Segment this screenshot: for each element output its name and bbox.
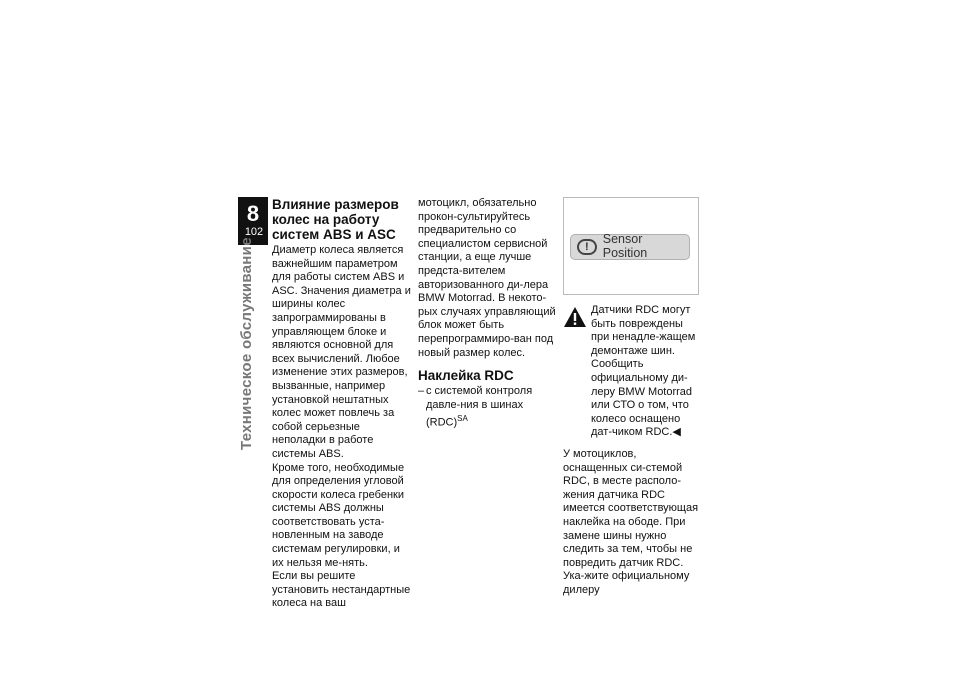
page-number: 102 xyxy=(244,226,264,238)
warning-text: Датчики RDC могут быть повреждены при ненадле-жащем демонтаже шин. Сообщить официальному ди-леру BMW Motorrad или СТО о том, что колесо оснащено дат-чиком RDC.◀ xyxy=(591,304,696,439)
list-item xyxy=(418,385,558,430)
paragraph: Если вы решите установить нестандартные колеса на ваш xyxy=(272,570,411,610)
paragraph: Кроме того, необходимые для определения угловой скорости колеса гребенки системы ABS должны соответствовать уста-новленным на заводе системам регулировки, и их нельзя ме-нять. xyxy=(272,461,405,569)
exclamation-icon: ! xyxy=(577,239,597,255)
warning-block xyxy=(563,304,703,440)
sensor-sticker-figure xyxy=(563,197,699,295)
section-heading-wheel-size: Влияние размеров колес на работу систем ABS и ASC xyxy=(272,197,399,242)
column-2 xyxy=(418,197,558,431)
sensor-position-sticker xyxy=(570,234,690,260)
section-heading-rdc-sticker: Наклейка RDC xyxy=(418,368,514,384)
chapter-number: 8 xyxy=(246,201,260,226)
paragraph: мотоцикл, обязательно прокон-сультируйтесь предварительно со специалистом сервисной станции, а еще лучше предста-вителем авторизованного ди-лера BMW Motorrad. В некото-рых случаях управляющий блок может быть перепрограммиро-ван под новый размер колес. xyxy=(418,197,556,359)
chapter-title: Техническое обслуживание xyxy=(238,237,255,450)
paragraph: У мотоциклов, оснащенных си-стемой RDC, в месте располо-жения датчика RDC имеется соответствующая наклейка на ободе. При замене шины нужно следить за тем, чтобы не повредить датчик RDC. Ука-жите официальному дилеру xyxy=(563,447,699,596)
paragraph: Диаметр колеса является важнейшим параметром для работы систем ABS и ASC. Значения диаметра и ширины колес запрограммированы в управляющем блоке и являются основной для всех вычислений. Любое изменение этих размеров, вызванные, например установкой нештатных колес может повлечь за собой серьезные неполадки в работе системы ABS. xyxy=(272,244,411,460)
option-superscript: SA xyxy=(457,414,468,424)
sticker-label: Sensor Position xyxy=(602,232,648,260)
warning-triangle-icon xyxy=(563,306,587,328)
list-dash: – xyxy=(418,385,425,398)
list-text xyxy=(426,385,558,430)
column-3 xyxy=(563,197,703,597)
column-1 xyxy=(272,197,412,611)
list-text-body: с системой контроля давле-ния в шинах (RDC) xyxy=(426,385,533,429)
